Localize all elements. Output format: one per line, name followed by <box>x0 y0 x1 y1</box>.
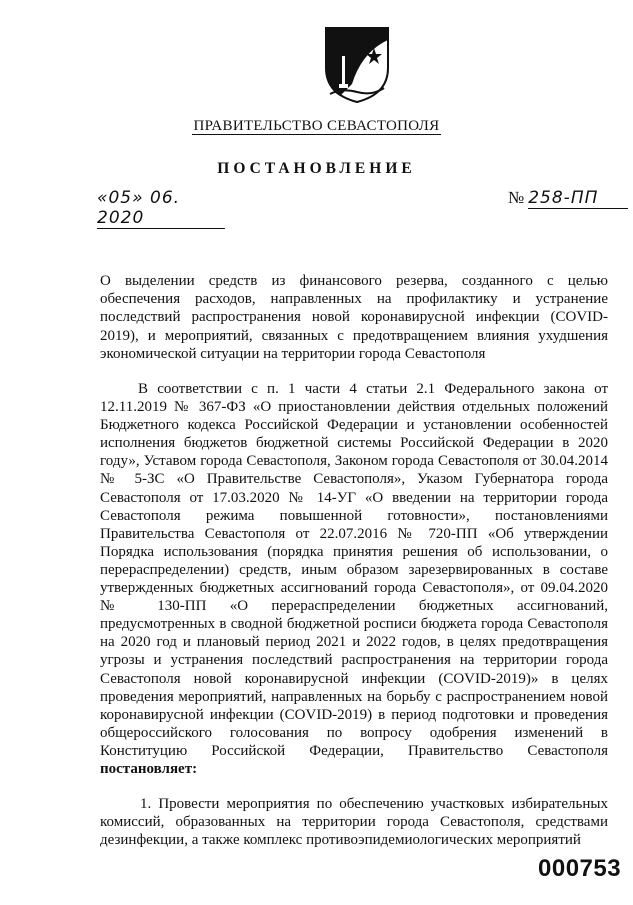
preamble-text: В соответствии с п. 1 части 4 статьи 2.1 Федерального закона от 12.11.2019 № 367-ФЗ «О приостановлении действия отдельных положений Бюджетного кодекса Российской Федерации и установлении особенностей исполнения бюджетов бюджетной системы Российской Федерации в 2020 году», Уставом города Севастополя, Законом города Севастополя от 30.04.2014 № 5-ЗС «О Правительстве Севастополя», Указом Губернатора города Севастополя от 17.03.2020 № 14-УГ «О введении на территории города Севастополя режима повышенной готовности», постановлениями Правительства Севастополя от 22.07.2016 № 720-ПП «Об утверждении Порядка использования (порядка принятия решения об использовании, о перераспределении) средств, иным образом зарезервированных в составе утвержденных бюджетных ассигнований города Севастополя», от 09.04.2020 № 130-ПП «О перераспределении бюджетных ассигнований, предусмотренных в сводной бюджетной росписи бюджета города Севастополя на 2020 год и плановый период 2021 и 2022 годов, в целях предотвращения угрозы и устранения последствий распространения на территории города Севастополя новой коронавирусной инфекции (COVID-2019)» в целях проведения мероприятий, направленных на борьбу с распространением новой коронавирусной инфекции (COVID-2019) в период подготовки и проведения общероссийского голосования по вопросу одобрения изменений в Конституцию Российской Федерации, Правительство Севастополя <box>100 381 608 759</box>
resolves-word: постановляет: <box>100 760 198 777</box>
serial-number: 000753 <box>538 855 622 882</box>
number-sign: № <box>508 188 525 207</box>
point-1-paragraph: 1. Провести мероприятия по обеспечению участковых избирательных комиссий, образованных на территории города Севастополя, средствами дезинфекции, а также комплекс противоэпидемиологических мероприятий <box>100 796 608 849</box>
sevastopol-coat-of-arms-icon <box>322 22 392 104</box>
document-subject: О выделении средств из финансового резерва, созданного с целью обеспечения расходов, направленных на профилактику и устранение последствий распространения новой коронавирусной инфекции (COVID-2019), и мероприятий, связанных с предотвращением влияния ухудшения экономической ситуации на территории города Севастополя <box>100 273 608 362</box>
number-handwritten: 258-ПП <box>528 188 628 209</box>
government-title: ПРАВИТЕЛЬСТВО СЕВАСТОПОЛЯ <box>193 118 440 134</box>
document-number <box>508 188 628 209</box>
document-date <box>97 188 225 229</box>
date-handwritten: «05» 06. 2020 <box>97 188 225 229</box>
preamble-paragraph <box>100 380 608 778</box>
document-type-heading: ПОСТАНОВЛЕНИЕ <box>217 160 416 177</box>
